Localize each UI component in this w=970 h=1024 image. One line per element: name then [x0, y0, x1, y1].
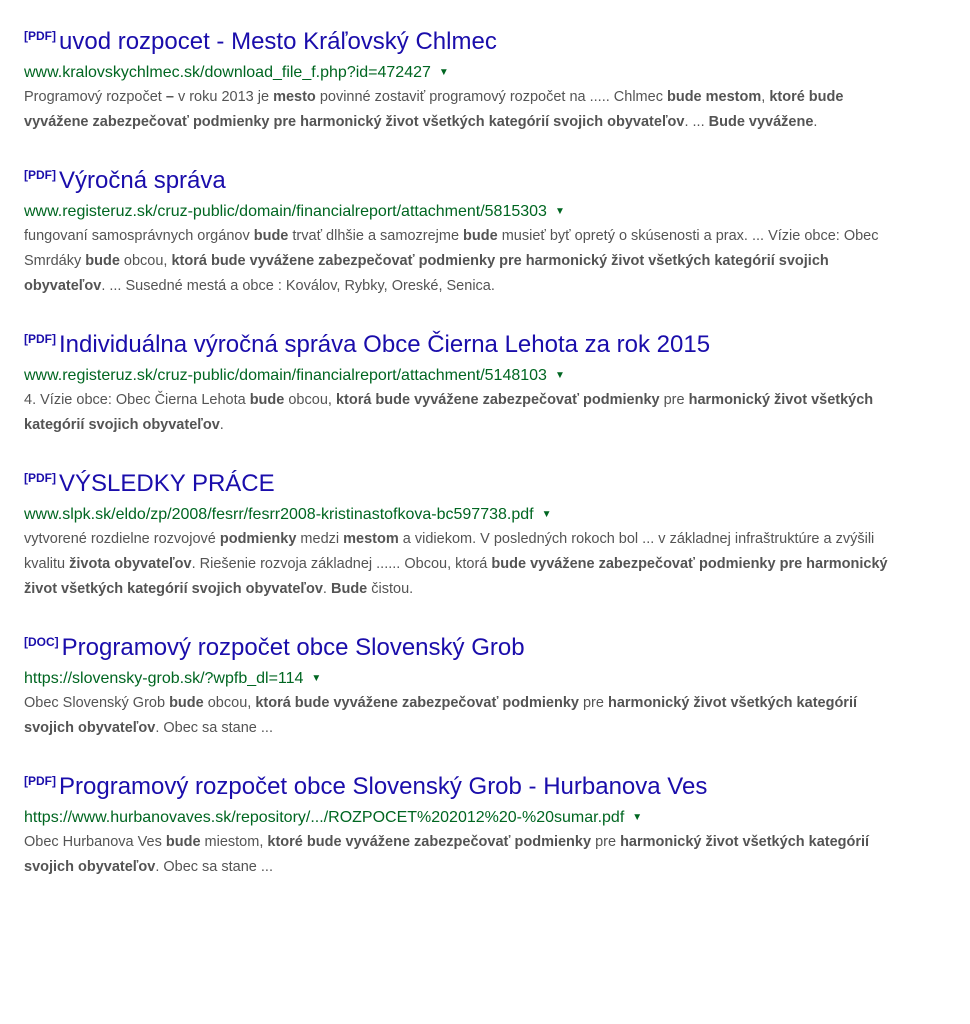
- result-url: www.registeruz.sk/cruz-public/domain/financialreport/attachment/5815303: [24, 203, 547, 220]
- result-title-link[interactable]: VÝSLEDKY PRÁCE: [59, 470, 275, 497]
- file-type-badge: [PDF]: [24, 29, 56, 43]
- file-type-badge: [PDF]: [24, 332, 56, 346]
- snippet-highlight: bude: [85, 253, 120, 269]
- snippet-highlight: Bude: [330, 581, 368, 597]
- file-type-badge: [PDF]: [24, 471, 56, 485]
- snippet-text: . Obec sa stane ...: [155, 720, 273, 736]
- result-title-link[interactable]: uvod rozpocet - Mesto Kráľovský Chlmec: [59, 28, 497, 55]
- snippet-text: fungovaní samosprávnych orgánov: [24, 228, 254, 244]
- snippet-text: pre: [591, 834, 621, 850]
- url-options-dropdown-icon[interactable]: ▼: [541, 509, 552, 520]
- result-title-link[interactable]: Programový rozpočet obce Slovenský Grob - Hurbanova Ves: [59, 773, 708, 800]
- snippet-text: . ... Susedné mestá a obce : Koválov, Rybky, Oreské, Senica.: [101, 278, 495, 294]
- snippet-highlight: bude: [169, 695, 204, 711]
- result-snippet: [24, 527, 904, 602]
- file-type-badge: [DOC]: [24, 635, 59, 649]
- result-snippet: [24, 85, 904, 135]
- snippet-highlight: bude vyvážene zabezpečovať podmienky pre harmonický život všetkých kategórií svojich obyvateľov: [24, 556, 888, 597]
- result-url: www.registeruz.sk/cruz-public/domain/financialreport/attachment/5148103: [24, 367, 547, 384]
- url-options-dropdown-icon[interactable]: ▼: [554, 370, 565, 381]
- snippet-text: musieť byť opretý o skúsenosti a prax. ... Vízie obce: Obec Smrdáky: [24, 228, 879, 269]
- snippet-text: pre: [578, 695, 608, 711]
- snippet-text: pre: [659, 392, 689, 408]
- result-url: https://slovensky-grob.sk/?wpfb_dl=114: [24, 670, 304, 687]
- snippet-highlight: –: [165, 89, 174, 105]
- snippet-highlight: bude: [253, 228, 289, 244]
- result-title-link[interactable]: Programový rozpočet obce Slovenský Grob: [61, 634, 525, 661]
- result-snippet: [24, 388, 904, 438]
- snippet-text: 4. Vízie obce: Obec Čierna Lehota: [24, 392, 250, 408]
- result-url-line: [24, 668, 904, 690]
- snippet-text: .: [322, 581, 331, 597]
- snippet-text: . Riešenie rozvoja základnej ...... Obcou, ktorá: [191, 556, 492, 572]
- result-title-line[interactable]: [24, 628, 904, 665]
- result-url-line: [24, 201, 904, 223]
- snippet-text: obcou,: [203, 695, 256, 711]
- snippet-highlight: podmienky: [219, 531, 297, 547]
- result-title-link[interactable]: Individuálna výročná správa Obce Čierna Lehota za rok 2015: [59, 331, 711, 358]
- snippet-highlight: bude: [165, 834, 201, 850]
- snippet-highlight: mesto: [273, 89, 316, 105]
- result-title-line[interactable]: [24, 767, 904, 804]
- snippet-highlight: bude: [249, 392, 285, 408]
- result-url-line: [24, 807, 904, 829]
- snippet-text: Obec Slovenský Grob: [24, 695, 170, 711]
- snippet-text: čistou.: [367, 581, 414, 597]
- file-type-badge: [PDF]: [24, 168, 56, 182]
- result-snippet: [24, 691, 904, 741]
- result-url: www.slpk.sk/eldo/zp/2008/fesrr/fesrr2008-kristinastofkova-bc597738.pdf: [24, 506, 534, 523]
- snippet-highlight: bude mestom: [666, 89, 762, 105]
- url-options-dropdown-icon[interactable]: ▼: [632, 812, 643, 823]
- snippet-highlight: ktoré bude vyvážene zabezpečovať podmienky: [267, 834, 592, 850]
- search-result: [24, 325, 904, 438]
- snippet-text: vytvorené rozdielne rozvojové: [24, 531, 220, 547]
- file-type-badge: [PDF]: [24, 774, 56, 788]
- result-title-link[interactable]: Výročná správa: [59, 167, 226, 194]
- snippet-text: miestom,: [200, 834, 268, 850]
- snippet-text: . Obec sa stane ...: [155, 859, 273, 875]
- snippet-highlight: harmonický život všetkých kategórií svojich obyvateľov: [24, 834, 870, 875]
- result-title-line[interactable]: [24, 464, 904, 501]
- snippet-highlight: ktorá bude vyvážene zabezpečovať podmienky: [255, 695, 579, 711]
- result-snippet: [24, 224, 904, 299]
- url-options-dropdown-icon[interactable]: ▼: [311, 673, 322, 684]
- snippet-highlight: Bude vyvážene: [708, 114, 814, 130]
- result-title-line[interactable]: [24, 325, 904, 362]
- snippet-highlight: mestom: [343, 531, 399, 547]
- url-options-dropdown-icon[interactable]: ▼: [554, 206, 565, 217]
- snippet-highlight: ktoré bude vyvážene zabezpečovať podmienky pre harmonický život všetkých kategórií svojich obyvateľov: [24, 89, 844, 130]
- snippet-highlight: harmonický život všetkých kategórií svojich obyvateľov: [24, 695, 857, 736]
- result-snippet: [24, 830, 904, 880]
- snippet-text: .: [813, 114, 818, 130]
- result-url: www.kralovskychlmec.sk/download_file_f.php?id=472427: [24, 64, 431, 81]
- result-title-line[interactable]: [24, 161, 904, 198]
- search-result: [24, 161, 904, 299]
- result-url-line: [24, 62, 904, 84]
- search-result: [24, 22, 904, 135]
- snippet-text: trvať dlhšie a samozrejme: [288, 228, 464, 244]
- snippet-text: obcou,: [119, 253, 172, 269]
- search-result: [24, 628, 904, 741]
- snippet-highlight: harmonický život všetkých kategórií svojich obyvateľov: [24, 392, 874, 433]
- snippet-text: obcou,: [284, 392, 336, 408]
- result-url-line: [24, 504, 904, 526]
- snippet-highlight: ktorá bude vyvážene zabezpečovať podmienky: [335, 392, 660, 408]
- snippet-text: . ...: [684, 114, 709, 130]
- snippet-text: povinné zostaviť programový rozpočet na ..... Chlmec: [315, 89, 667, 105]
- snippet-highlight: bude: [463, 228, 498, 244]
- snippet-text: a vidiekom. V posledných rokoch bol ... v základnej infraštruktúre a zvýšili kvalitu: [24, 531, 875, 572]
- result-url-line: [24, 365, 904, 387]
- snippet-text: .: [219, 417, 224, 433]
- snippet-text: Programový rozpočet: [24, 89, 166, 105]
- snippet-highlight: ktorá bude vyvážene zabezpečovať podmienky pre harmonický život všetkých kategórií svojich obyvateľov: [24, 253, 829, 294]
- url-options-dropdown-icon[interactable]: ▼: [438, 67, 449, 78]
- snippet-text: Obec Hurbanova Ves: [24, 834, 166, 850]
- search-result: [24, 767, 904, 880]
- search-result: [24, 464, 904, 602]
- result-url: https://www.hurbanovaves.sk/repository/.../ROZPOCET%202012%20-%20sumar.pdf: [24, 809, 625, 826]
- snippet-text: medzi: [296, 531, 344, 547]
- result-title-line[interactable]: [24, 22, 904, 59]
- snippet-text: v roku 2013 je: [173, 89, 274, 105]
- snippet-text: ,: [761, 89, 770, 105]
- snippet-highlight: života obyvateľov: [69, 556, 192, 572]
